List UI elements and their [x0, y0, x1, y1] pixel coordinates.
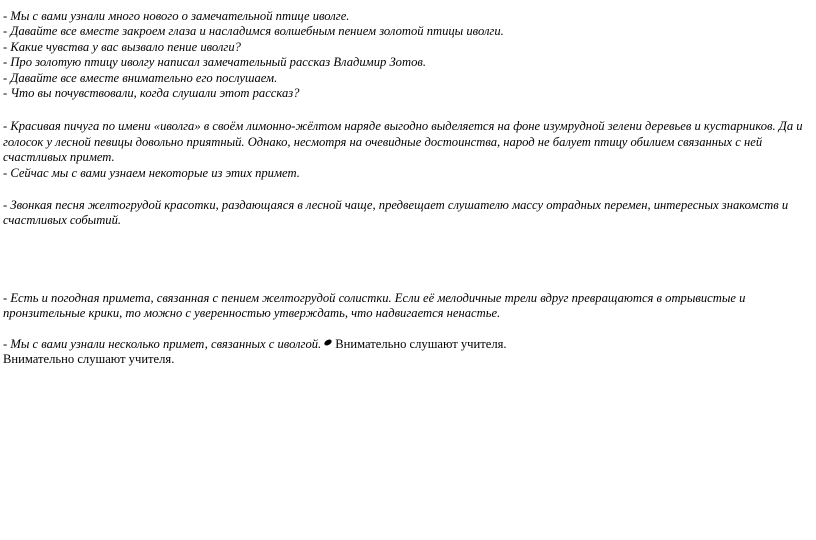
closing-note-inline: Внимательно слушают учителя. — [335, 336, 507, 351]
intro-line-5: - Давайте все вместе внимательно его послушаем. — [3, 70, 278, 85]
closing-note-line: Внимательно слушают учителя. — [3, 352, 175, 367]
paragraph-signs-intro: - Сейчас мы с вами узнаем некоторые из этих примет. — [3, 165, 300, 180]
paragraph-oriole-description: - Красивая пичуга по имени «иволга» в своём лимонно-жёлтом наряде выгодно выделяется на фоне изумрудной зелени деревьев и кустарников. Да и голосок у лесной певицы довольно приятный. Однако, несмотря на очевидные достоинства, народ не балует птицу обилием связанных с ней счастливых примет. — [3, 119, 803, 165]
document-page — [3, 9, 813, 368]
spacer — [3, 101, 813, 119]
bullet-icon — [323, 338, 332, 346]
spacer — [3, 229, 813, 291]
spacer — [3, 181, 813, 198]
spacer — [3, 322, 813, 337]
closing-line — [3, 337, 813, 352]
paragraph-song-sign: - Звонкая песня желтогрудой красотки, раздающаяся в лесной чаще, предвещает слушателю массу отрадных перемен, интересных знакомств и счастливых событий. — [3, 198, 789, 228]
closing-italic-text: - Мы с вами узнали несколько примет, связанных с иволгой. — [3, 336, 322, 351]
intro-line-4: - Про золотую птицу иволгу написал замечательный рассказ Владимир Зотов. — [3, 55, 426, 70]
intro-line-1: - Мы с вами узнали много нового о замечательной птице иволге. — [3, 9, 350, 23]
intro-line-6: - Что вы почувствовали, когда слушали этот рассказ? — [3, 86, 300, 101]
intro-line-3: - Какие чувства у вас вызвало пение иволги? — [3, 39, 241, 54]
intro-line-2: - Давайте все вместе закроем глаза и насладимся волшебным пением золотой птицы иволги. — [3, 24, 504, 39]
paragraph-weather-sign: - Есть и погодная примета, связанная с пением желтогрудой солистки. Если её мелодичные трели вдруг превращаются в отрывистые и пронзительные крики, то можно с уверенностью утверждать, что надвигается ненастье. — [3, 290, 746, 321]
